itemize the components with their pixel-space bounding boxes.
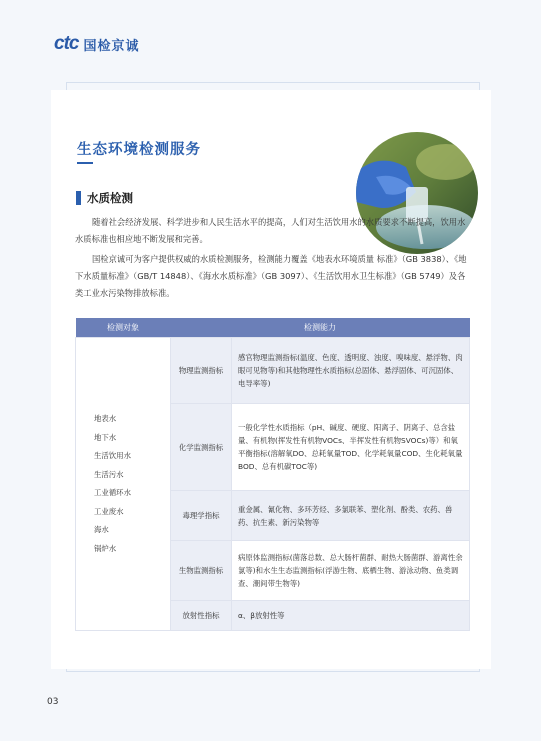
table-header-row (76, 318, 470, 338)
intro-paragraph (75, 214, 467, 248)
capability-paragraph (75, 251, 467, 302)
brand-name: 国检京诚 (83, 38, 140, 54)
title-underline (77, 162, 93, 164)
category-cell: 物理监测指标 (171, 338, 232, 404)
object-item: 海水 (94, 525, 109, 534)
object-item: 工业废水 (94, 506, 124, 516)
object-item: 锅炉水 (94, 543, 117, 553)
capability-cell: 重金属、氰化物、多环芳烃、多氯联苯、塑化剂、酚类、农药、兽药、抗生素、新污染物等 (232, 491, 470, 541)
section-marker (76, 191, 81, 205)
object-item: 生活污水 (94, 469, 124, 479)
water-testing-table (75, 318, 470, 631)
category-cell: 化学监测指标 (171, 404, 232, 491)
category-cell: 生物监测指标 (171, 541, 232, 601)
section-heading (76, 190, 133, 206)
section-title: 水质检测 (87, 191, 133, 205)
capability-cell: 感官物理监测指标(温度、色度、透明度、浊度、嗅味度、悬浮物、肉眼可见物等)和其他物理性水质指标(总固体、悬浮固体、可沉固体、电导率等) (232, 338, 470, 404)
page-title: 生态环境检测服务 (77, 142, 201, 158)
category-cell: 毒理学指标 (171, 491, 232, 541)
object-item: 地表水 (94, 414, 117, 423)
category-cell: 放射性指标 (171, 601, 232, 631)
header-capability: 检测能力 (171, 318, 470, 338)
object-list-cell (76, 338, 171, 631)
capability-cell: 一般化学性水质指标（pH、碱度、硬度、阳离子、阴离子、总含盐量、有机物(挥发性有机物VOCs、半挥发性有机物SVOCs)等）和氧平衡指标(溶解氧DO、总耗氧量TOD、化学耗氧量COD、生化耗氧量BOD、总有机碳TOC等) (232, 404, 470, 491)
capability-text: 国检京诚可为客户提供权威的水质检测服务，检测能力覆盖《地表水环境质量 标准》（GB 3838）、《地下水质量标准》（GB/T 14848）、《海水水质标准》（GB 3097）、《生活饮用水卫生标准》（GB 5749）及各类工业水污染物排放标准。 (75, 254, 467, 298)
object-item: 地下水 (94, 432, 117, 442)
object-item: 生活饮用水 (94, 451, 131, 460)
intro-text: 随着社会经济发展、科学进步和人民生活水平的提高，人们对生活饮用水的水质要求不断提高，饮用水水质标准也相应地不断发展和完善。 (75, 217, 466, 244)
page-number: 03 (47, 697, 59, 707)
brand-logo (54, 33, 139, 55)
object-item: 工业循环水 (94, 488, 131, 497)
capability-cell: α、β放射性等 (232, 601, 470, 631)
table-row (76, 338, 470, 404)
brand-mark: ctc (54, 33, 79, 54)
capability-cell: 病原体监测指标(菌落总数、总大肠杆菌群、耐热大肠菌群、游离性余氯等)和水生生态监测指标(浮游生物、底栖生物、游泳动物、鱼类调查、潮间带生物等) (232, 541, 470, 601)
header-object: 检测对象 (76, 318, 171, 338)
